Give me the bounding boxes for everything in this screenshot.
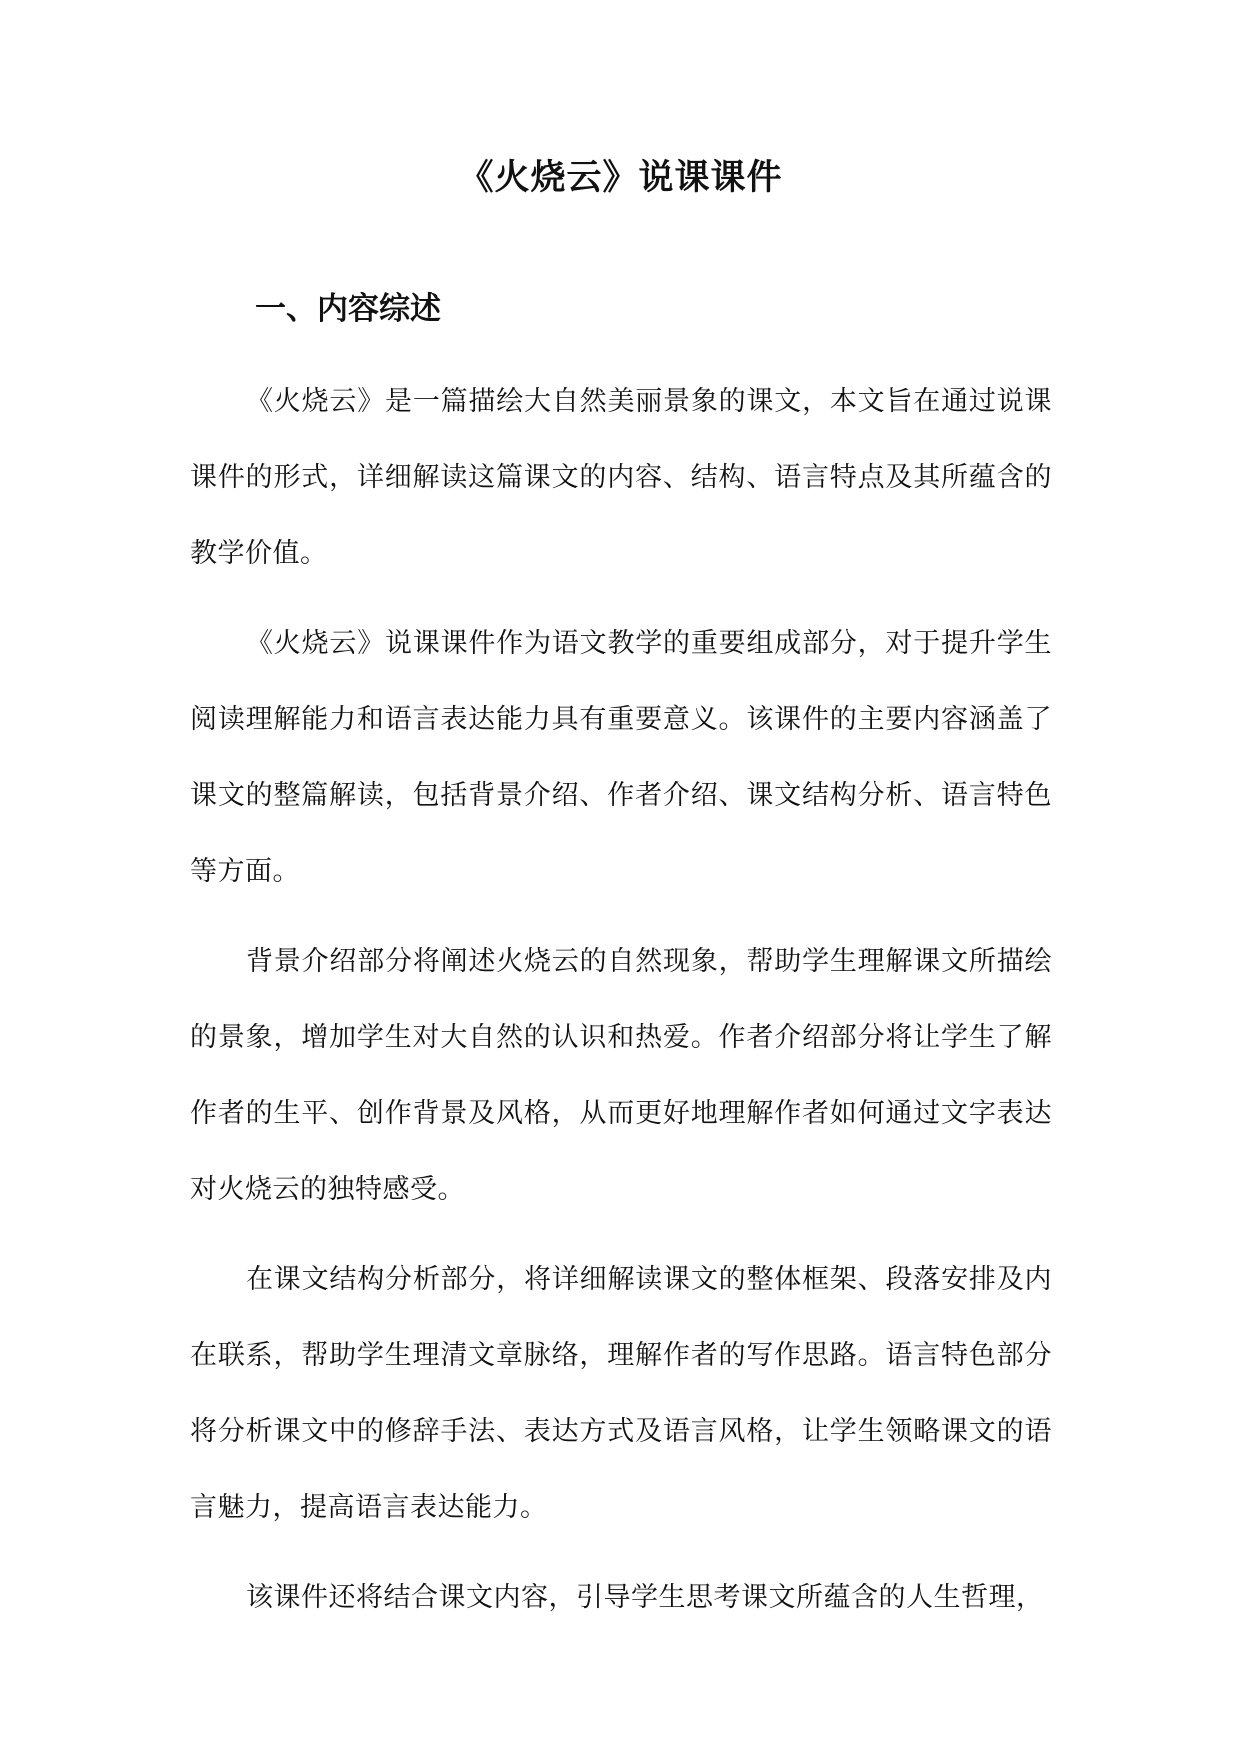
paragraph: 背景介绍部分将阐述火烧云的自然现象，帮助学生理解课文所描绘的景象，增加学生对大自然的认识和热爱。作者介绍部分将让学生了解作者的生平、创作背景及风格，从而更好地理解作者如何通过文字表达对火烧云的独特感受。 <box>190 946 1052 1205</box>
paragraph: 《火烧云》说课课件作为语文教学的重要组成部分，对于提升学生阅读理解能力和语言表达能力具有重要意义。该课件的主要内容涵盖了课文的整篇解读，包括背景介绍、作者介绍、课文结构分析、语言特色等方面。 <box>190 628 1052 887</box>
section-heading: 一、内容综述 <box>255 291 441 327</box>
section-body <box>190 364 1052 1650</box>
paragraph: 该课件还将结合课文内容，引导学生思考课文所蕴含的人生哲理， <box>246 1582 1044 1613</box>
document-title: 《火烧云》说课课件 <box>458 158 783 198</box>
paragraph: 在课文结构分析部分，将详细解读课文的整体框架、段落安排及内在联系，帮助学生理清文章脉络，理解作者的写作思路。语言特色部分将分析课文中的修辞手法、表达方式及语言风格，让学生领略课文的语言魅力，提高语言表达能力。 <box>190 1264 1052 1523</box>
paragraph: 《火烧云》是一篇描绘大自然美丽景象的课文，本文旨在通过说课课件的形式，详细解读这篇课文的内容、结构、语言特点及其所蕴含的教学价值。 <box>190 386 1052 569</box>
